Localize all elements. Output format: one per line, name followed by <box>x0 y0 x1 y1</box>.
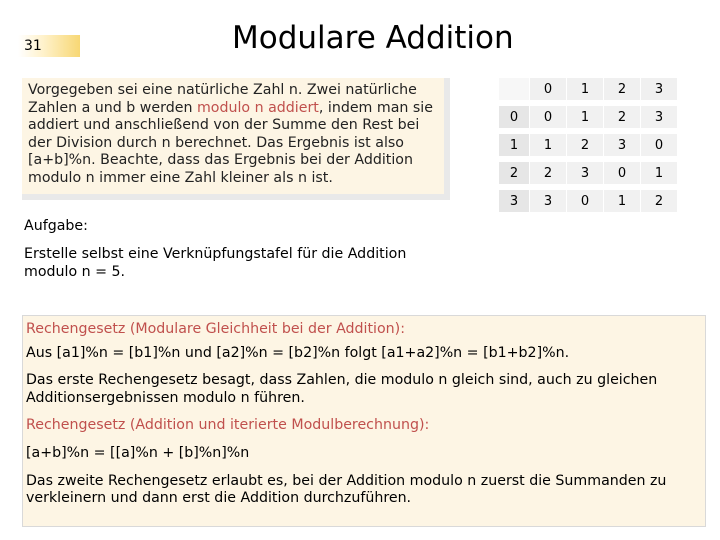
table-cell: 2 <box>641 190 678 218</box>
table-corner-cell <box>499 78 530 106</box>
table-cell: 3 <box>567 162 604 190</box>
slide-title: Modulare Addition <box>232 20 514 56</box>
table-header-cell: 0 <box>530 78 567 106</box>
table-cell: 0 <box>567 190 604 218</box>
table-row <box>499 162 678 190</box>
rule1-title: Rechengesetz (Modulare Gleichheit bei der Addition): <box>26 321 405 337</box>
rule2-formula: [a+b]%n = [[a]%n + [b]%n]%n <box>26 444 250 461</box>
slide-number: 31 <box>24 38 42 54</box>
table-cell: 0 <box>604 162 641 190</box>
intro-text-after: , indem man sie addiert und anschließend von der Summe den Rest bei der Division durch n berechnet. Das Ergebnis ist also [a+b]%n. Beachte, dass das Ergebnis bei der Addition modulo n immer eine Zahl kleiner als n ist. <box>28 99 433 186</box>
table-row <box>499 134 678 162</box>
intro-highlight: modulo n addiert <box>196 99 319 116</box>
table-header-row <box>499 78 678 106</box>
table-header-cell: 2 <box>604 78 641 106</box>
table-cell: 3 <box>530 190 567 218</box>
rule1-formula: Aus [a1]%n = [b1]%n und [a2]%n = [b2]%n folgt [a1+a2]%n = [b1+b2]%n. <box>26 344 570 361</box>
table-cell: 2 <box>567 134 604 162</box>
rules-box <box>22 315 706 527</box>
addition-table <box>499 78 678 218</box>
rule2-title: Rechengesetz (Addition und iterierte Modulberechnung): <box>26 417 430 434</box>
table-cell: 1 <box>530 134 567 162</box>
table-cell: 3 <box>641 106 678 134</box>
table-header-cell: 3 <box>641 78 678 106</box>
rule2-text: Das zweite Rechengesetz erlaubt es, bei der Addition modulo n zuerst die Summanden zu verkleinern und dann erst die Addition durchzuführen. <box>26 472 667 507</box>
table-row <box>499 106 678 134</box>
table-row-header: 3 <box>499 190 530 218</box>
table-row <box>499 190 678 218</box>
task-label: Aufgabe: <box>24 218 88 234</box>
table-cell: 2 <box>604 106 641 134</box>
rule1-text: Das erste Rechengesetz besagt, dass Zahlen, die modulo n gleich sind, auch zu gleichen Additionsergebnissen modulo n führen. <box>26 372 658 406</box>
table-header-cell: 1 <box>567 78 604 106</box>
table-cell: 0 <box>530 106 567 134</box>
table-cell: 2 <box>530 162 567 190</box>
table-row-header: 2 <box>499 162 530 190</box>
table-row-header: 0 <box>499 106 530 134</box>
table-cell: 3 <box>604 134 641 162</box>
task-text: Erstelle selbst eine Verknüpfungstafel für die Addition modulo n = 5. <box>24 246 407 280</box>
intro-box <box>22 78 450 200</box>
table-row-header: 1 <box>499 134 530 162</box>
intro-text-before: Vorgegeben sei eine natürliche Zahl n. Zwei natürliche Zahlen a und b werden <box>28 82 417 116</box>
table-cell: 0 <box>641 134 678 162</box>
table-cell: 1 <box>641 162 678 190</box>
table-cell: 1 <box>604 190 641 218</box>
table-cell: 1 <box>567 106 604 134</box>
